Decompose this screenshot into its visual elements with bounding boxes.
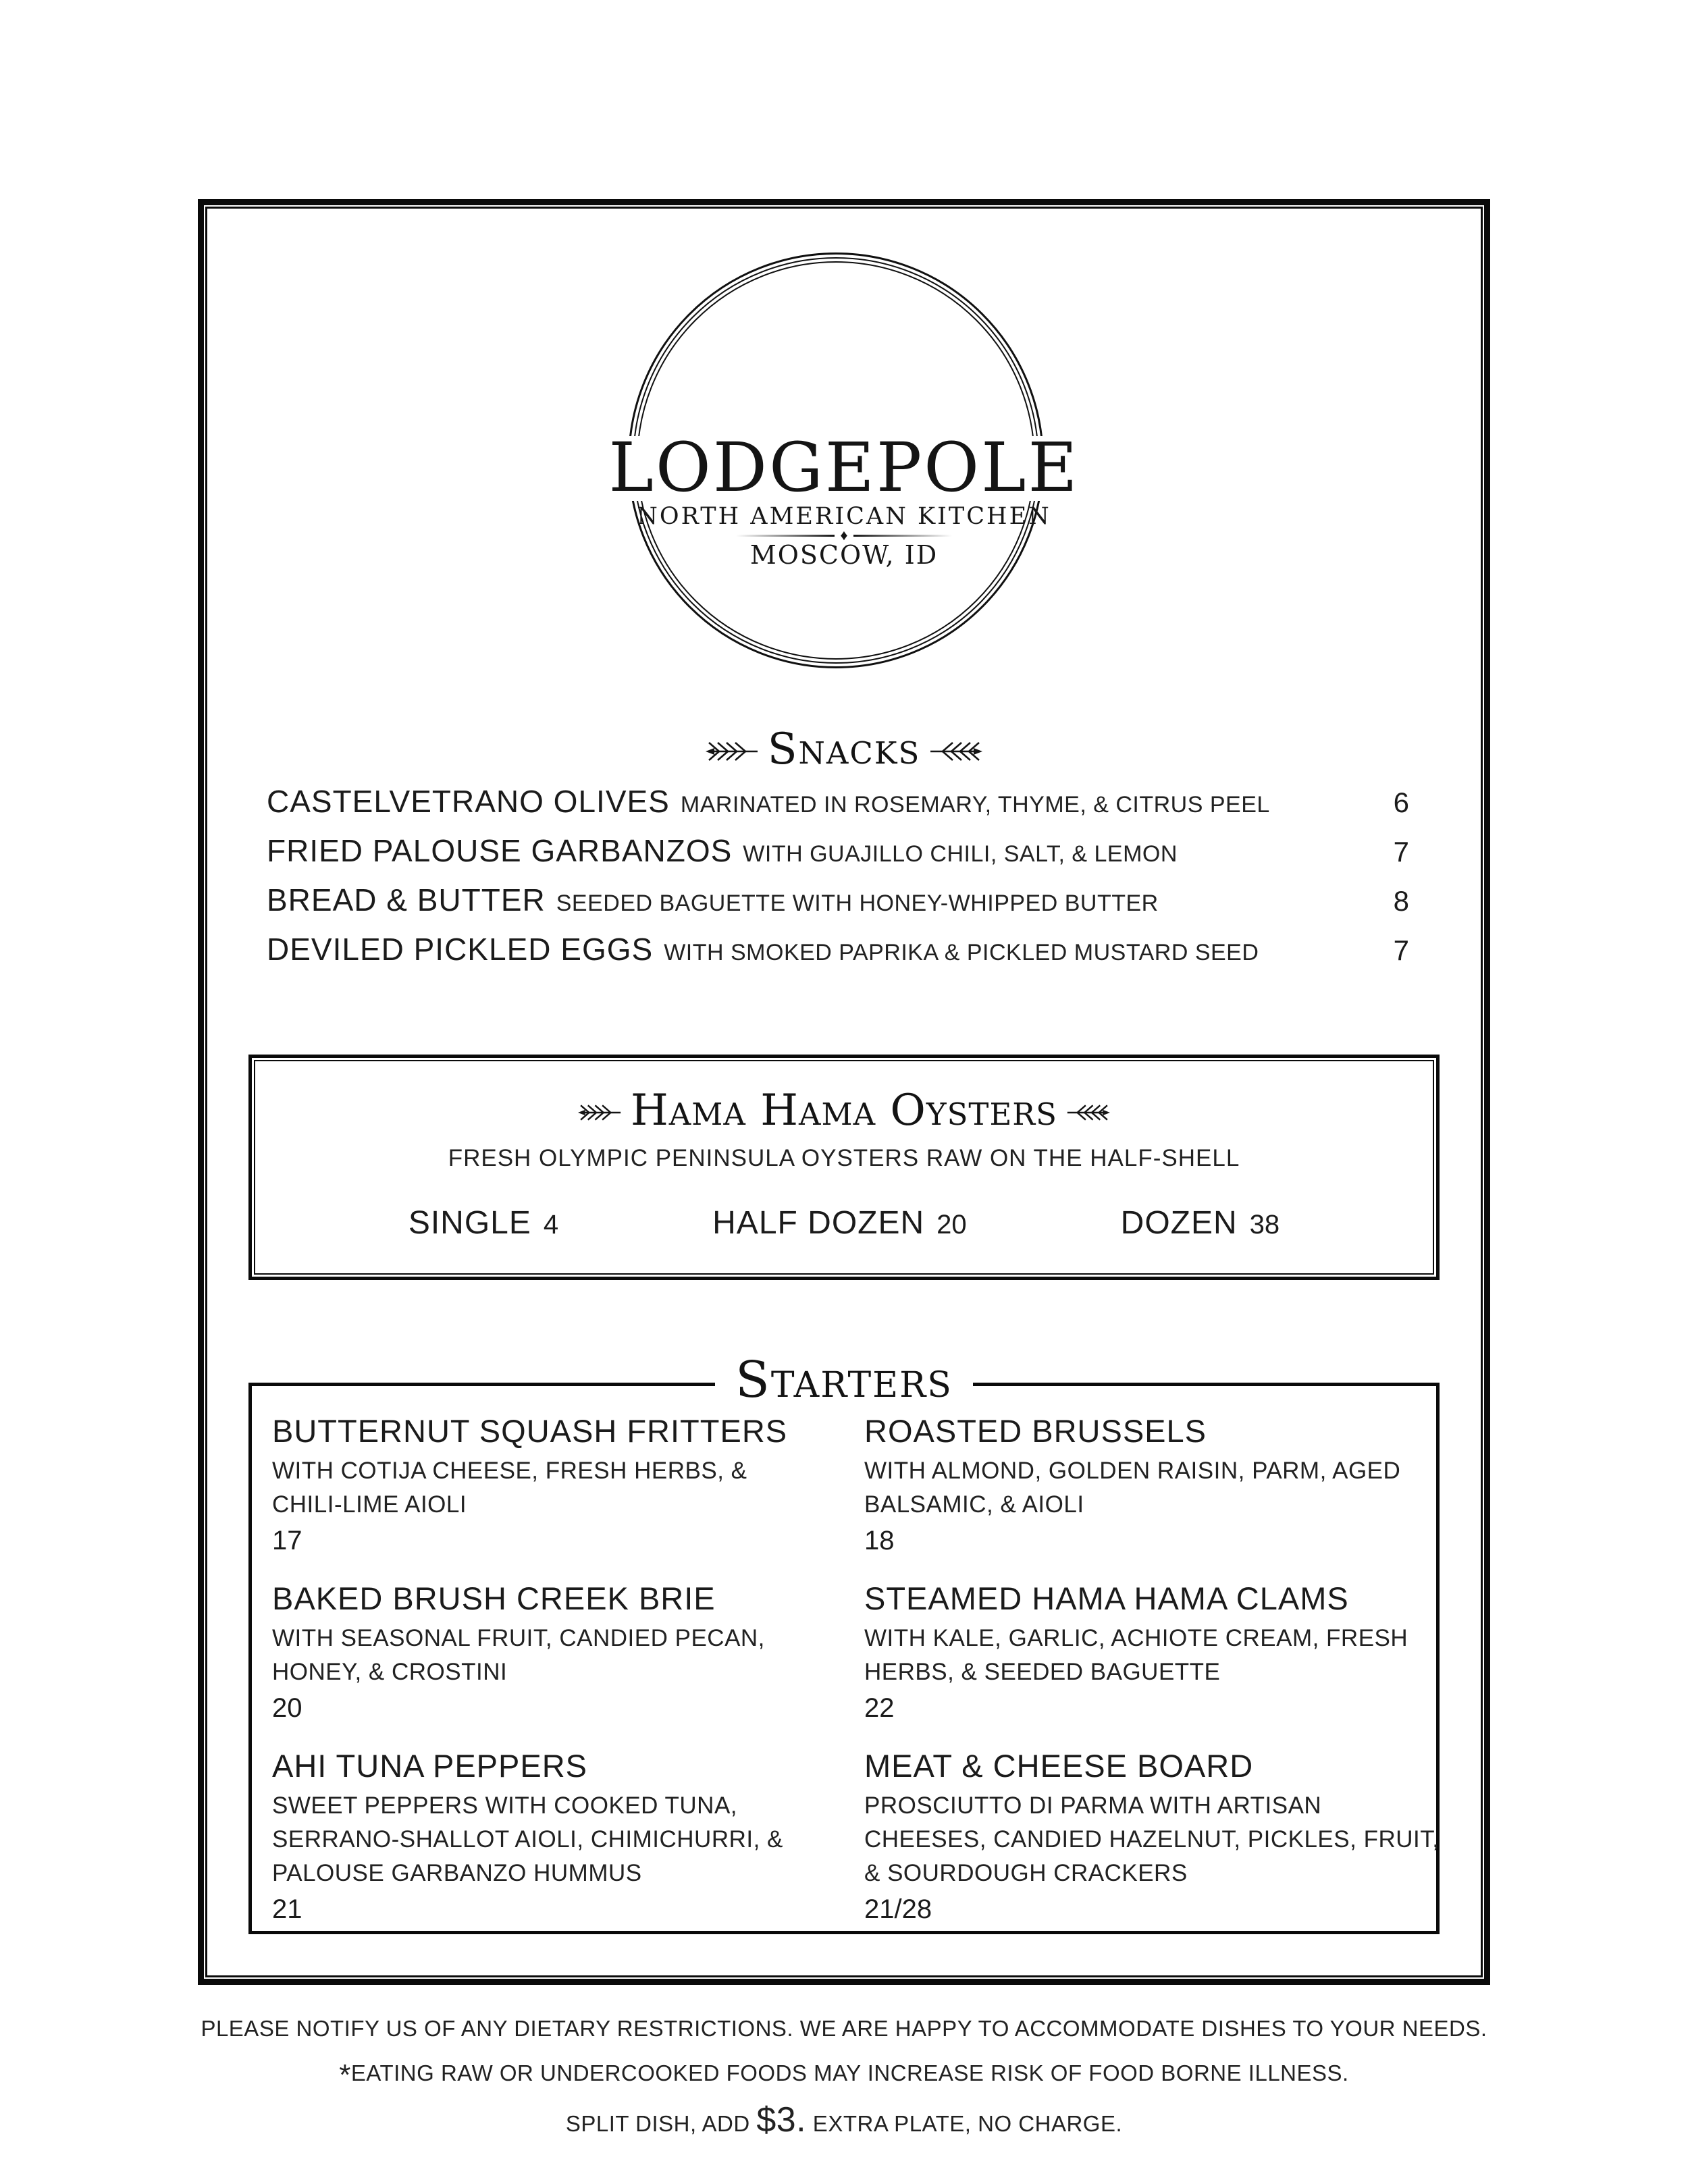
menu-item	[864, 1580, 1445, 1724]
menu-item-row	[267, 882, 1409, 931]
menu-item	[864, 1412, 1445, 1557]
menu-item-name: CASTELVETRANO OLIVES	[267, 784, 670, 819]
menu-item-description: WITH GUAJILLO CHILI, SALT, & LEMON	[743, 841, 1178, 867]
oyster-option	[1121, 1204, 1280, 1242]
menu-item-text	[267, 832, 1380, 869]
starters-section-title: Starters	[715, 1352, 973, 1408]
snacks-section-title: Snacks	[767, 724, 921, 774]
oyster-option	[712, 1204, 967, 1242]
split-dish-fee: $3.	[756, 2100, 807, 2139]
menu-item-description: WITH SMOKED PAPRIKA & PICKLED MUSTARD SEED	[664, 940, 1259, 965]
menu-item-description: WITH KALE, GARLIC, ACHIOTE CREAM, FRESH HERBS, & SEEDED BAGUETTE	[864, 1625, 1408, 1685]
arrow-ornament-right-icon	[930, 739, 982, 764]
oyster-option-label: SINGLE	[408, 1205, 531, 1241]
restaurant-name: LODGEPOLE	[608, 428, 1080, 507]
restaurant-location: MOSCOW, ID	[749, 540, 939, 570]
menu-item-price: 7	[1393, 934, 1409, 966]
menu-item-price: 8	[1393, 885, 1409, 917]
menu-item-row	[267, 783, 1409, 832]
starters-column-right	[864, 1412, 1445, 1948]
menu-item-description: WITH COTIJA CHEESE, FRESH HERBS, & CHILI-LIME AIOLI	[272, 1458, 747, 1518]
menu-item	[864, 1747, 1445, 1925]
menu-item-price: 20	[272, 1693, 302, 1723]
raw-food-warning	[0, 2058, 1688, 2092]
menu-item-name: DEVILED PICKLED EGGS	[267, 932, 654, 967]
footer-notes	[0, 2015, 1688, 2155]
menu-item-price: 21/28	[864, 1894, 932, 1924]
snacks-section-header	[0, 724, 1688, 774]
menu-item-name: MEAT & CHEESE BOARD	[864, 1748, 1254, 1784]
raw-food-warning-text: EATING RAW OR UNDERCOOKED FOODS MAY INCREASE RISK OF FOOD BORNE ILLNESS.	[350, 2060, 1349, 2085]
oysters-section-title: Hama Hama Oysters	[630, 1086, 1058, 1136]
menu-item-description: PROSCIUTTO DI PARMA WITH ARTISAN CHEESES, CANDIED HAZELNUT, PICKLES, FRUIT, & SOURDOUGH CRACKERS	[864, 1792, 1440, 1886]
divider-line-left	[736, 535, 835, 537]
menu-item-row	[267, 832, 1409, 882]
split-dish-note-post: EXTRA PLATE, NO CHARGE.	[806, 2111, 1123, 2136]
menu-item-price: 21	[272, 1894, 302, 1924]
split-dish-note-pre: SPLIT DISH, ADD	[565, 2111, 757, 2136]
menu-item-name: FRIED PALOUSE GARBANZOS	[267, 833, 733, 868]
menu-item-description: SEEDED BAGUETTE WITH HONEY-WHIPPED BUTTER	[556, 890, 1159, 916]
menu-item-description: SWEET PEPPERS WITH COOKED TUNA, SERRANO-SHALLOT AIOLI, CHIMICHURRI, & PALOUSE GARBANZO HUMMUS	[272, 1792, 783, 1886]
menu-item-text	[267, 931, 1380, 967]
menu-item	[272, 1580, 822, 1724]
restaurant-tagline: NORTH AMERICAN KITCHEN	[637, 503, 1051, 530]
oyster-option-price: 4	[543, 1210, 559, 1240]
split-dish-note	[0, 2100, 1688, 2139]
oyster-option-label: DOZEN	[1120, 1205, 1238, 1241]
arrow-ornament-right-icon	[1067, 1102, 1110, 1123]
oyster-option	[408, 1204, 558, 1242]
oyster-options	[255, 1204, 1433, 1242]
menu-item-description: WITH ALMOND, GOLDEN RAISIN, PARM, AGED BALSAMIC, & AIOLI	[864, 1458, 1401, 1518]
starters-section-header	[0, 1352, 1688, 1408]
menu-item-text	[267, 783, 1380, 820]
menu-item-name: BUTTERNUT SQUASH FRITTERS	[272, 1413, 788, 1449]
arrow-ornament-left-icon	[706, 739, 758, 764]
snacks-list	[267, 783, 1409, 980]
oyster-option-label: HALF DOZEN	[712, 1205, 925, 1241]
menu-item-price: 6	[1393, 787, 1409, 818]
oysters-subtitle: FRESH OLYMPIC PENINSULA OYSTERS RAW ON THE HALF-SHELL	[448, 1145, 1240, 1171]
menu-item-price: 18	[864, 1526, 895, 1555]
oyster-option-price: 20	[937, 1210, 967, 1240]
menu-item-name: ROASTED BRUSSELS	[864, 1413, 1207, 1449]
diamond-icon: ♦	[840, 527, 848, 543]
arrow-ornament-left-icon	[578, 1102, 621, 1123]
menu-item-row	[267, 931, 1409, 980]
oysters-section-box	[248, 1055, 1440, 1280]
menu-item-description: MARINATED IN ROSEMARY, THYME, & CITRUS PEEL	[680, 792, 1270, 818]
menu-item-name: AHI TUNA PEPPERS	[272, 1748, 587, 1784]
menu-item-price: 22	[864, 1693, 895, 1723]
asterisk-mark: *	[339, 2058, 351, 2092]
menu-item-name: BREAD & BUTTER	[267, 882, 546, 917]
menu-item-price: 7	[1393, 836, 1409, 868]
starters-column-left	[272, 1412, 822, 1948]
menu-item-price: 17	[272, 1526, 302, 1555]
divider-line-right	[853, 535, 952, 537]
menu-item-description: WITH SEASONAL FRUIT, CANDIED PECAN, HONEY, & CROSTINI	[272, 1625, 765, 1685]
oysters-section-header	[255, 1086, 1433, 1136]
menu-item-name: STEAMED HAMA HAMA CLAMS	[864, 1580, 1349, 1616]
dietary-note: PLEASE NOTIFY US OF ANY DIETARY RESTRICTIONS. WE ARE HAPPY TO ACCOMMODATE DISHES TO YOUR NEEDS.	[201, 2016, 1487, 2041]
menu-item	[272, 1412, 822, 1557]
menu-item-name: BAKED BRUSH CREEK BRIE	[272, 1580, 716, 1616]
menu-item	[272, 1747, 822, 1925]
menu-item-text	[267, 882, 1380, 918]
oysters-section-box-inner	[254, 1060, 1434, 1275]
oyster-option-price: 38	[1249, 1210, 1280, 1240]
